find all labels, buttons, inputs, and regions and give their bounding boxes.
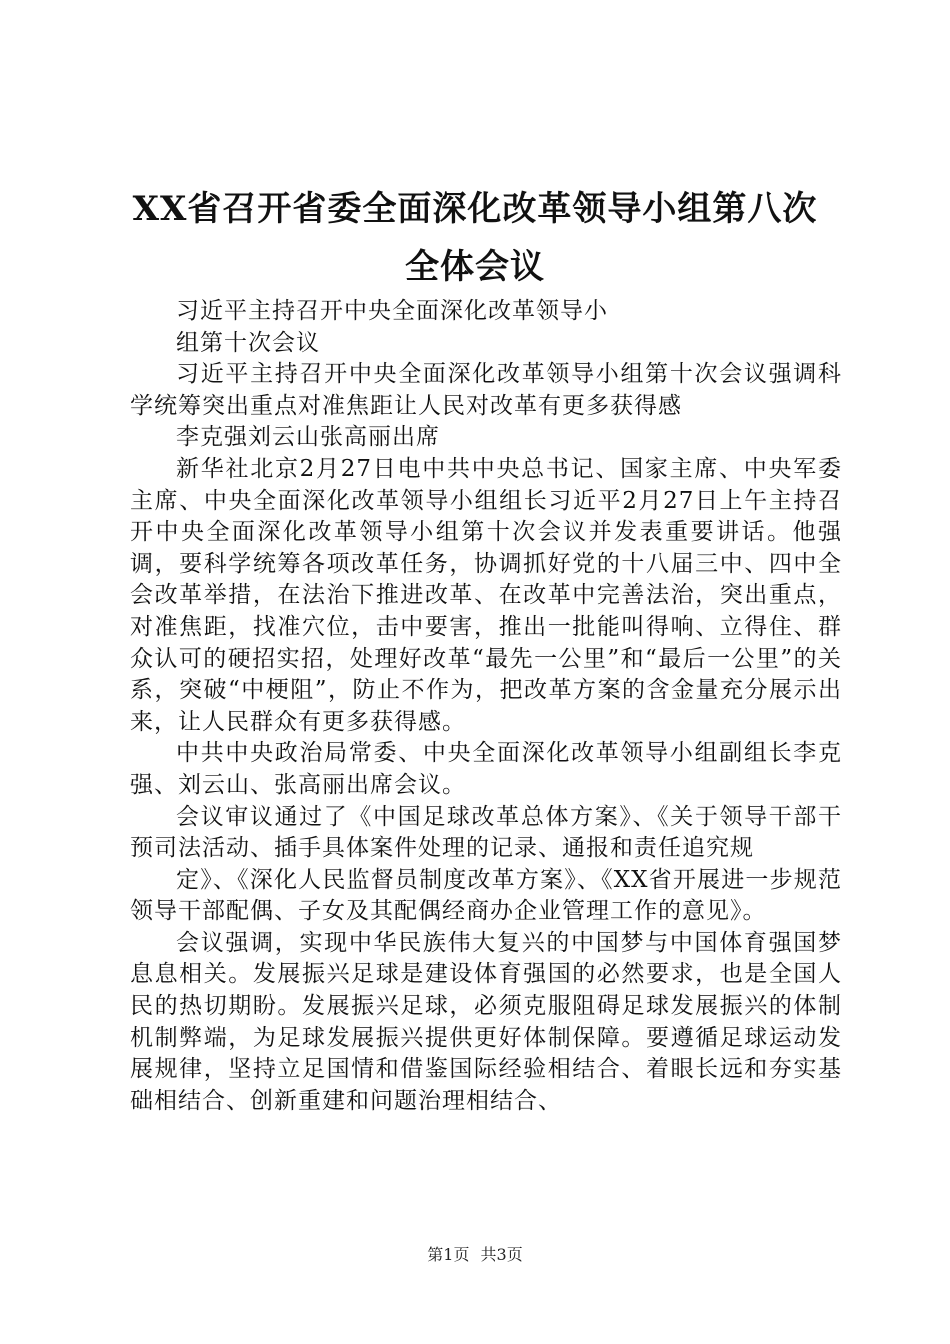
paragraph: 中共中央政治局常委、中央全面深化改革领导小组副组长李克强、刘云山、张高丽出席会议。: [130, 740, 842, 798]
paragraph: 李克强刘云山张高丽出席: [176, 424, 440, 451]
paragraph: 定》、《深化人民监督员制度改革方案》、《XX省开展进一步规范领导干部配偶、子女及其配偶经商办企业管理工作的意见》。: [130, 866, 842, 925]
document-title-line-2: 全体会议: [405, 247, 545, 287]
paragraph: 习近平主持召开中央全面深化改革领导小组第十次会议强调科学统筹突出重点对准焦距让人民对改革有更多获得感: [130, 361, 842, 419]
document-title-line-1: XX省召开省委全面深化改革领导小组第八次: [132, 189, 818, 229]
document-body: [130, 296, 842, 1117]
page-footer: [0, 1242, 950, 1265]
paragraph: 习近平主持召开中央全面深化改革领导小: [176, 298, 608, 324]
paragraph: 会议审议通过了《中国足球改革总体方案》、《关于领导干部干预司法活动、插手具体案件处理的记录、通报和责任追究规: [130, 803, 842, 862]
page-number: 第1页: [427, 1245, 470, 1264]
paragraph: 新华社北京2月27日电中共中央总书记、国家主席、中央军委主席、中央全面深化改革领导小组组长习近平2月27日上午主持召开中央全面深化改革领导小组第十次会议并发表重要讲话。他强调，要科学统筹各项改革任务，协调抓好党的十八届三中、四中全会改革举措，在法治下推进改革、在改革中完善法治，突出重点，对准焦距，找准穴位，击中要害，推出一批能叫得响、立得住、群众认可的硬招实招，处理好改革“最先一公里”和“最后一公里”的关系，突破“中梗阻”，防止不作为，把改革方案的含金量充分展示出来，让人民群众有更多获得感。: [130, 455, 842, 735]
paragraph: 组第十次会议: [176, 329, 320, 356]
page-total: 共3页: [480, 1245, 523, 1264]
paragraph: 会议强调，实现中华民族伟大复兴的中国梦与中国体育强国梦息息相关。发展振兴足球是建设体育强国的必然要求，也是全国人民的热切期盼。发展振兴足球，必须克服阻碍足球发展振兴的体制机制弊端，为足球发展振兴提供更好体制保障。要遵循足球运动发展规律，坚持立足国情和借鉴国际经验相结合、着眼长远和夯实基础相结合、创新重建和问题治理相结合、: [130, 929, 842, 1114]
